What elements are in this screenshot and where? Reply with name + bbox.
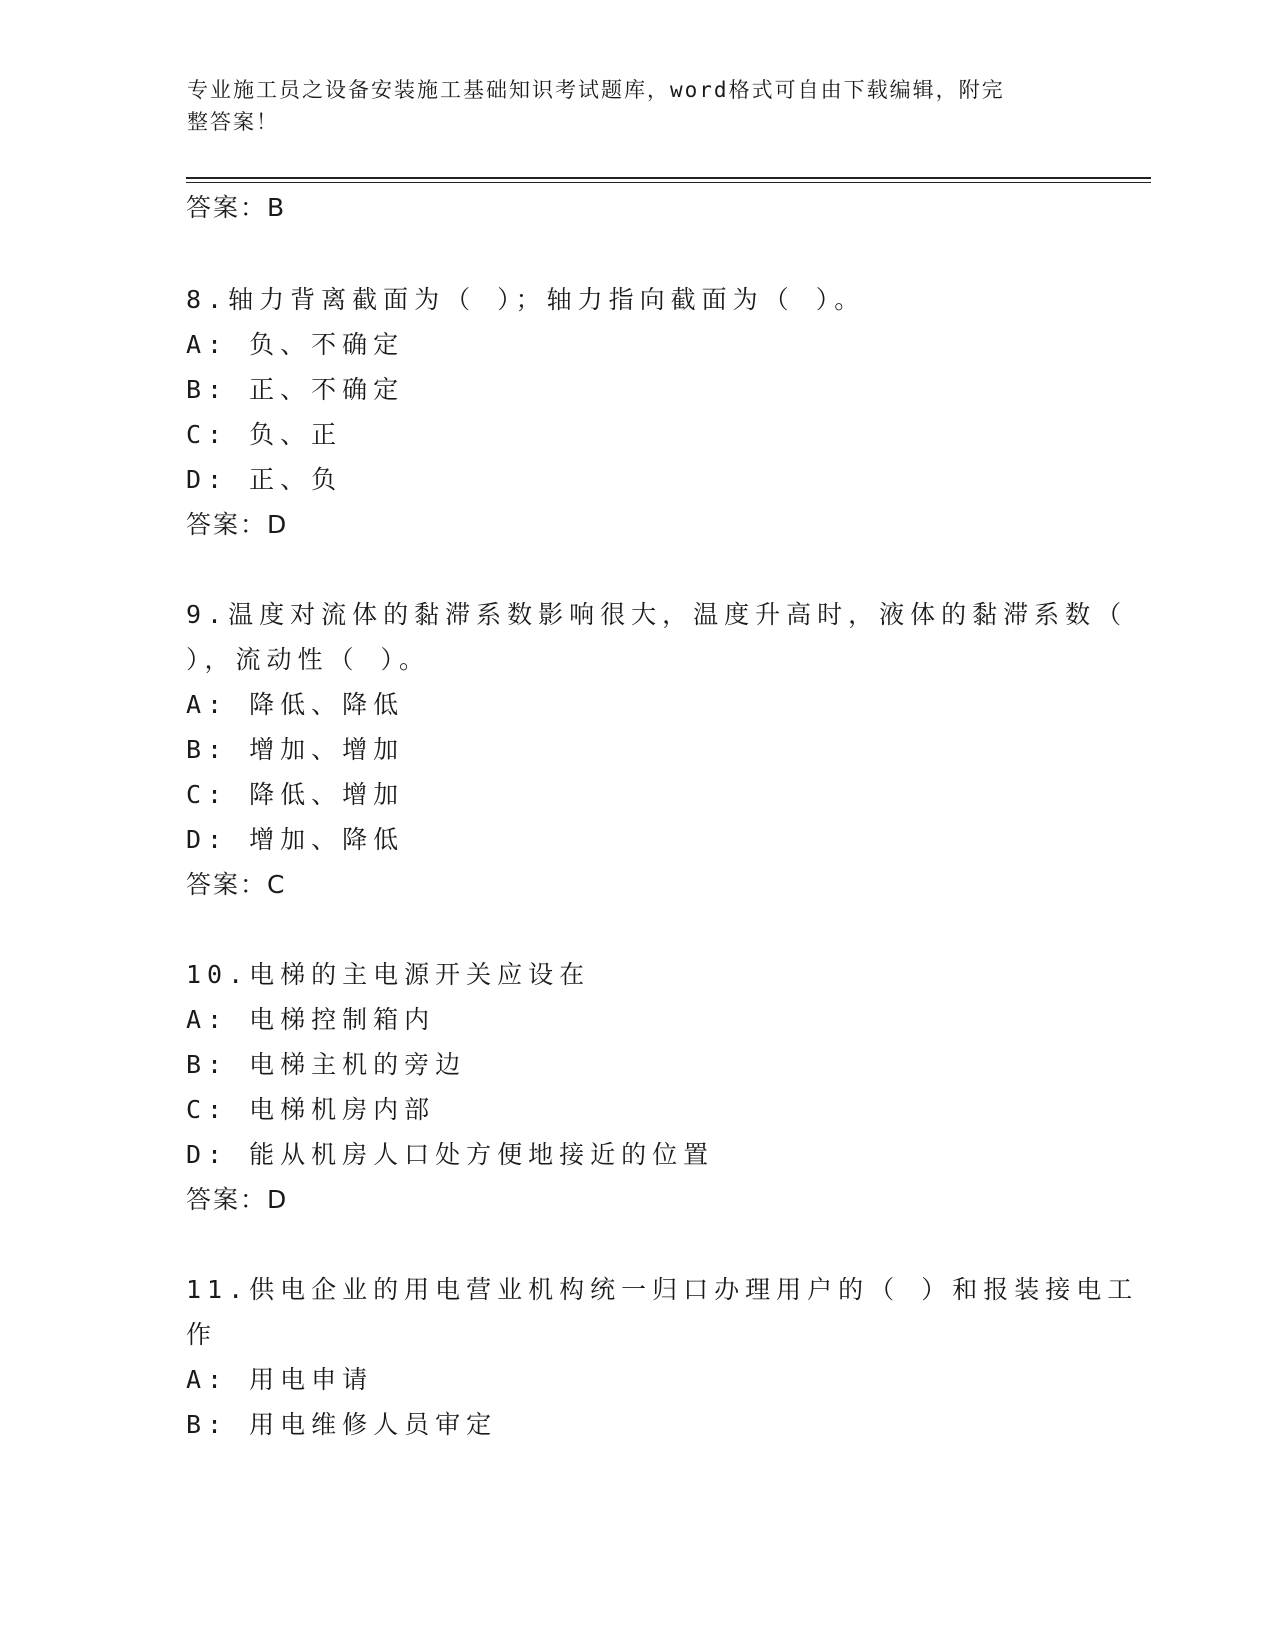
question-8-answer: 答案：D [186, 510, 289, 539]
question-9-option-d: D: 增加、降低 [186, 825, 405, 854]
question-10-stem: 10.电梯的主电源开关应设在 [186, 960, 591, 989]
answer-previous: 答案：B [186, 193, 287, 222]
question-11-stem-line-1: 11.供电企业的用电营业机构统一归口办理用户的（ ）和报装接电工 [186, 1275, 1139, 1304]
header-divider-thick [186, 177, 1151, 179]
question-9-answer: 答案：C [186, 870, 287, 899]
question-9-option-c: C: 降低、增加 [186, 780, 405, 809]
question-10-option-d: D: 能从机房人口处方便地接近的位置 [186, 1140, 715, 1169]
question-8-option-b: B: 正、不确定 [186, 375, 405, 404]
question-10-option-c: C: 电梯机房内部 [186, 1095, 436, 1124]
document-header [187, 74, 1067, 138]
question-10-answer: 答案：D [186, 1185, 289, 1214]
question-11-option-b: B: 用电维修人员审定 [186, 1410, 498, 1439]
question-8-stem: 8.轴力背离截面为（ ）；轴力指向截面为（ ）。 [186, 285, 866, 314]
question-10-option-b: B: 电梯主机的旁边 [186, 1050, 467, 1079]
header-line-2: 整答案！ [187, 110, 279, 134]
question-11-option-a: A: 用电申请 [186, 1365, 374, 1394]
question-11-stem-line-2: 作 [186, 1320, 218, 1349]
question-8-option-c: C: 负、正 [186, 420, 343, 449]
question-9-stem-line-1: 9.温度对流体的黏滞系数影响很大，温度升高时，液体的黏滞系数（ [186, 600, 1128, 629]
header-divider-thin [186, 182, 1151, 183]
header-line-1: 专业施工员之设备安装施工基础知识考试题库，word格式可自由下载编辑，附完 [187, 78, 1005, 102]
question-8-option-d: D: 正、负 [186, 465, 343, 494]
question-9-option-a: A: 降低、降低 [186, 690, 405, 719]
question-9-option-b: B: 增加、增加 [186, 735, 405, 764]
question-10-option-a: A: 电梯控制箱内 [186, 1005, 436, 1034]
question-8-option-a: A: 负、不确定 [186, 330, 405, 359]
question-9-stem-line-2: ），流动性（ ）。 [186, 645, 431, 674]
